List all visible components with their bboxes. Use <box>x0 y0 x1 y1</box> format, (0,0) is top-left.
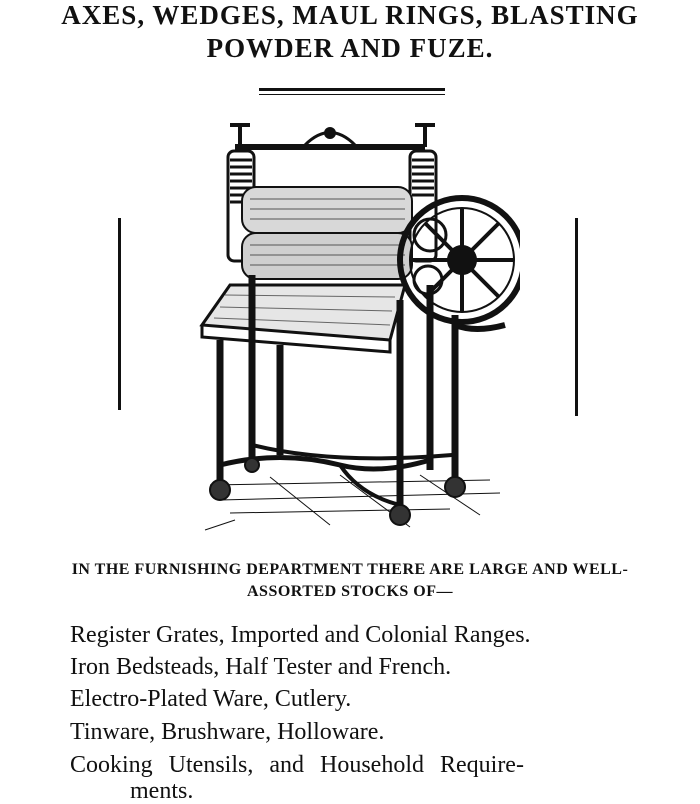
divider-rule-bottom <box>259 94 445 95</box>
right-border-bar <box>575 218 578 416</box>
stock-item-cooking-utensils: Cooking Utensils, and Household Require- <box>70 752 524 778</box>
divider-rule-top <box>259 88 445 91</box>
stock-item-iron-bedsteads: Iron Bedsteads, Half Tester and French. <box>70 654 452 680</box>
department-line-1: IN THE FURNISHING DEPARTMENT THERE ARE LARGE AND WELL- <box>71 561 629 578</box>
stock-item-register-grates: Register Grates, Imported and Colonial Ranges. <box>70 622 531 648</box>
mangle-illustration-icon <box>190 115 520 535</box>
left-border-bar <box>118 218 121 410</box>
department-line-2: ASSORTED STOCKS OF— <box>246 583 454 600</box>
stock-item-cooking-utensils-continued: ments. <box>130 778 194 804</box>
stock-item-electro-plated: Electro-Plated Ware, Cutlery. <box>70 686 352 712</box>
heading-line-2: POWDER AND FUZE. <box>206 33 494 63</box>
heading-line-1: AXES, WEDGES, MAUL RINGS, BLASTING <box>61 0 639 30</box>
stock-item-tinware: Tinware, Brushware, Holloware. <box>70 719 385 745</box>
